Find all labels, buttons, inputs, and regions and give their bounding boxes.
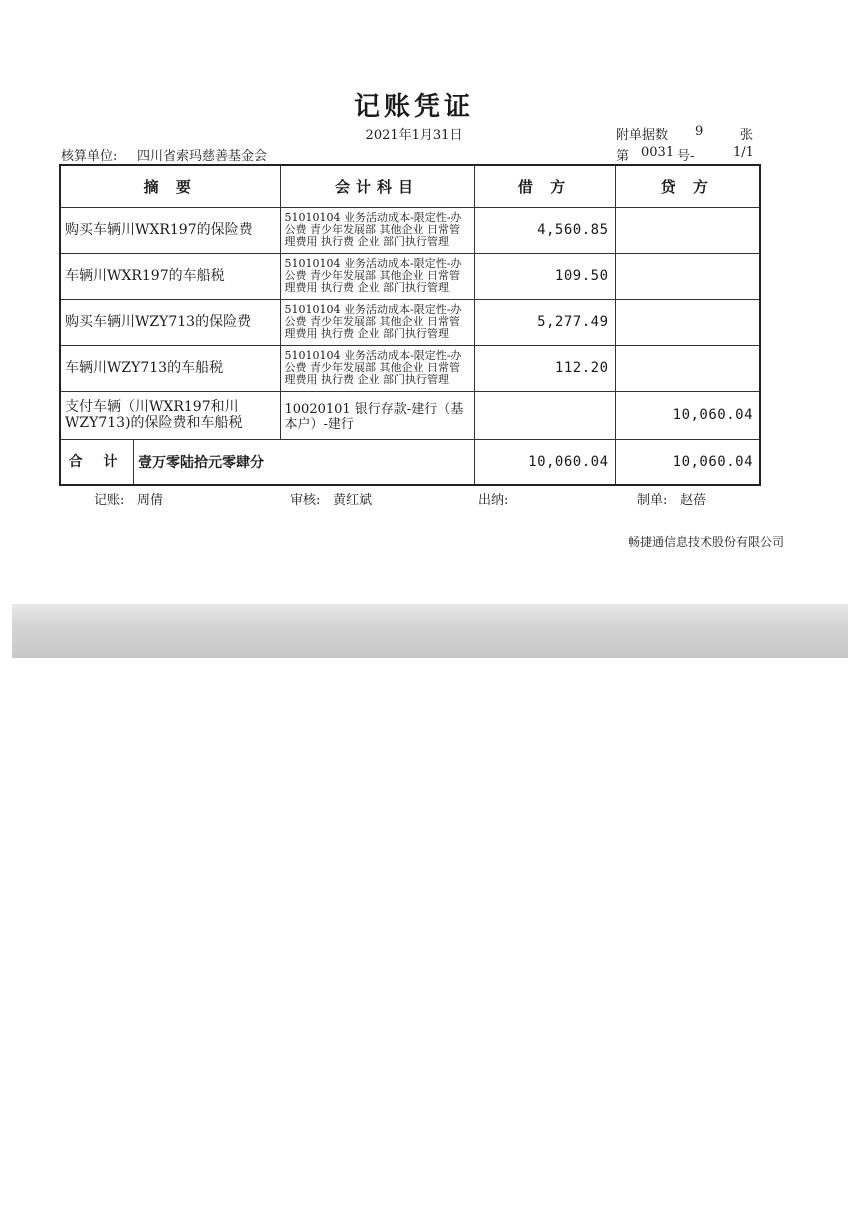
bookkeeper-label: 记账: — [94, 493, 125, 508]
row-debit: 109.50 — [474, 253, 615, 299]
attachments-count: 9 — [695, 124, 704, 139]
attachments-label: 附单据数 — [616, 128, 669, 143]
table-row — [60, 299, 760, 345]
row-summary: 支付车辆（川WXR197和川WZY713)的保险费和车船税 — [60, 391, 280, 439]
row-debit: 5,277.49 — [474, 299, 615, 345]
scan-edge-shadow — [12, 604, 848, 658]
table-header-row — [60, 165, 760, 207]
table-row — [60, 391, 760, 439]
table-row — [60, 207, 760, 253]
unit-name: 四川省索玛慈善基金会 — [137, 149, 268, 164]
voucher-table — [59, 164, 761, 486]
table-row — [60, 345, 760, 391]
software-company: 畅捷通信息技术股份有限公司 — [628, 535, 785, 549]
row-account: 10020101 银行存款-建行（基本户）-建行 — [280, 391, 474, 439]
row-account: 51010104 业务活动成本-限定性-办公费 青少年发展部 其他企业 日常管理费用 执行费 企业 部门执行管理 — [280, 345, 474, 391]
voucher-title: 记账凭证 — [353, 92, 474, 122]
voucher-prefix: 第 — [616, 149, 630, 164]
preparer-name: 赵蓓 — [680, 493, 707, 508]
total-label: 合 计 — [61, 440, 134, 484]
attachments-unit: 张 — [740, 128, 754, 143]
row-summary: 购买车辆川WZY713的保险费 — [60, 299, 280, 345]
row-summary: 车辆川WXR197的车船税 — [60, 253, 280, 299]
bookkeeper-name: 周倩 — [137, 493, 164, 508]
row-credit — [615, 253, 760, 299]
row-account: 51010104 业务活动成本-限定性-办公费 青少年发展部 其他企业 日常管理费用 执行费 企业 部门执行管理 — [280, 253, 474, 299]
voucher-number: 0031 — [641, 145, 675, 160]
total-amount-words: 壹万零陆拾元零肆分 — [138, 454, 264, 471]
total-debit: 10,060.04 — [474, 439, 615, 485]
row-summary: 车辆川WZY713的车船税 — [60, 345, 280, 391]
row-credit — [615, 345, 760, 391]
voucher-suffix: 号- — [677, 149, 695, 164]
table-row — [60, 253, 760, 299]
total-cell — [60, 439, 474, 485]
cashier-label: 出纳: — [478, 493, 509, 508]
row-debit: 4,560.85 — [474, 207, 615, 253]
total-credit: 10,060.04 — [615, 439, 760, 485]
reviewer-label: 审核: — [290, 493, 321, 508]
unit-label: 核算单位: — [61, 149, 118, 164]
voucher-date: 2021年1月31日 — [365, 128, 463, 143]
row-debit: 112.20 — [474, 345, 615, 391]
total-row — [60, 439, 760, 485]
column-header-credit: 贷 方 — [615, 165, 760, 207]
row-account: 51010104 业务活动成本-限定性-办公费 青少年发展部 其他企业 日常管理费用 执行费 企业 部门执行管理 — [280, 207, 474, 253]
row-credit: 10,060.04 — [615, 391, 760, 439]
row-credit — [615, 299, 760, 345]
column-header-summary: 摘 要 — [60, 165, 280, 207]
column-header-debit: 借 方 — [474, 165, 615, 207]
row-summary: 购买车辆川WXR197的保险费 — [60, 207, 280, 253]
row-account: 51010104 业务活动成本-限定性-办公费 青少年发展部 其他企业 日常管理费用 执行费 企业 部门执行管理 — [280, 299, 474, 345]
preparer-label: 制单: — [637, 493, 668, 508]
row-credit — [615, 207, 760, 253]
column-header-account: 会计科目 — [280, 165, 474, 207]
row-debit — [474, 391, 615, 439]
voucher-page: 1/1 — [733, 145, 754, 160]
reviewer-name: 黄红斌 — [333, 493, 373, 508]
